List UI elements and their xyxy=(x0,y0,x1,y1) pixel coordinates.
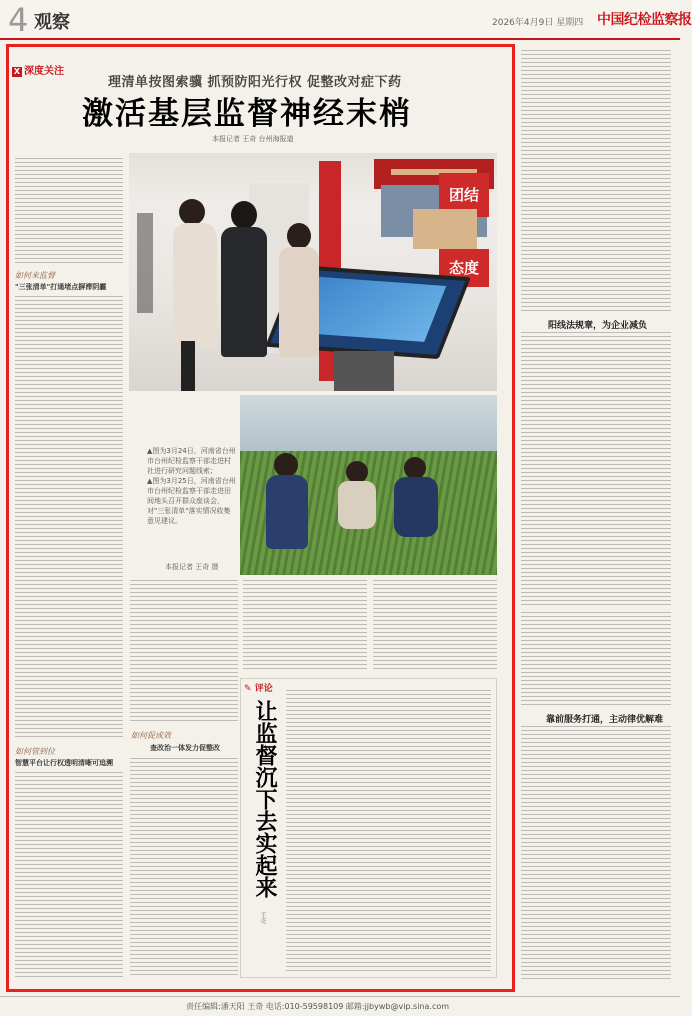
section-kicker: 如何管到位 xyxy=(15,747,55,756)
body-text-block xyxy=(130,580,238,722)
editor-contact: 责任编辑:潘天阳 王奇 电话:010-59598109 邮箱:jjbywb@vip.sina.com xyxy=(186,1002,450,1011)
body-text-block xyxy=(243,580,367,672)
wall-sign: 团结 xyxy=(439,173,489,217)
commentary-tag: ✎ 评论 xyxy=(244,684,273,694)
commentary-text xyxy=(286,690,491,974)
section-kicker: 如何促成效 xyxy=(131,731,171,740)
column-heading: 阳线法规章，为企业减负 xyxy=(548,321,648,331)
section-heading: 查改治一体发力促整改 xyxy=(150,744,220,752)
column-heading: 靠前服务打通，主动律优解难 xyxy=(546,715,664,725)
photo-credit: 本报记者 王奇 摄 xyxy=(165,563,219,571)
body-text-block xyxy=(15,772,123,978)
masthead xyxy=(0,0,692,40)
photo-wheat-field xyxy=(240,395,497,575)
body-text-block xyxy=(521,612,671,706)
body-text-block xyxy=(373,580,497,672)
photo-caption: ▲图为3月24日，河南省台州市台州纪检监察干部走进村社进行研究问题线索； ▲图为3月25日，河南省台州市台州纪检监察干部走进田间地头召开群众座谈会，对"三张清单"落实情况收集意见建议。 xyxy=(147,447,236,525)
body-text-block xyxy=(521,726,671,982)
body-text-block xyxy=(15,296,123,740)
body-text-block xyxy=(521,332,671,606)
section-heading: "三张清单"打通堵点摒滞阴霾 xyxy=(15,283,107,291)
page-number: 4 xyxy=(8,1,29,39)
newspaper-logo: 中国纪检监察报 xyxy=(597,12,692,28)
section-name: 观察 xyxy=(34,12,70,33)
commentary-author: 王奇 xyxy=(259,912,266,924)
issue-date: 2026年4月9日 星期四 xyxy=(492,18,584,28)
feature-byline: 本报记者 王奇 台州海报道 xyxy=(212,135,294,143)
photo-service-hall xyxy=(129,153,497,391)
feature-subtitle: 理清单按图索骥 抓预防阳光行权 促整改对症下药 xyxy=(108,75,402,90)
section-heading: 智慧平台让行权透明清晰可追溯 xyxy=(15,759,113,767)
wall-sign: 态度 xyxy=(439,249,489,287)
body-text-block xyxy=(521,50,671,312)
body-text-block xyxy=(15,158,123,264)
commentary-title: 让监督沉下去实起来 xyxy=(252,700,278,898)
body-text-block xyxy=(130,758,238,978)
section-kicker: 如何来监督 xyxy=(15,271,55,280)
feature-tag: X 深度关注 xyxy=(13,66,64,77)
feature-headline: 激活基层监督神经末梢 xyxy=(82,96,412,132)
